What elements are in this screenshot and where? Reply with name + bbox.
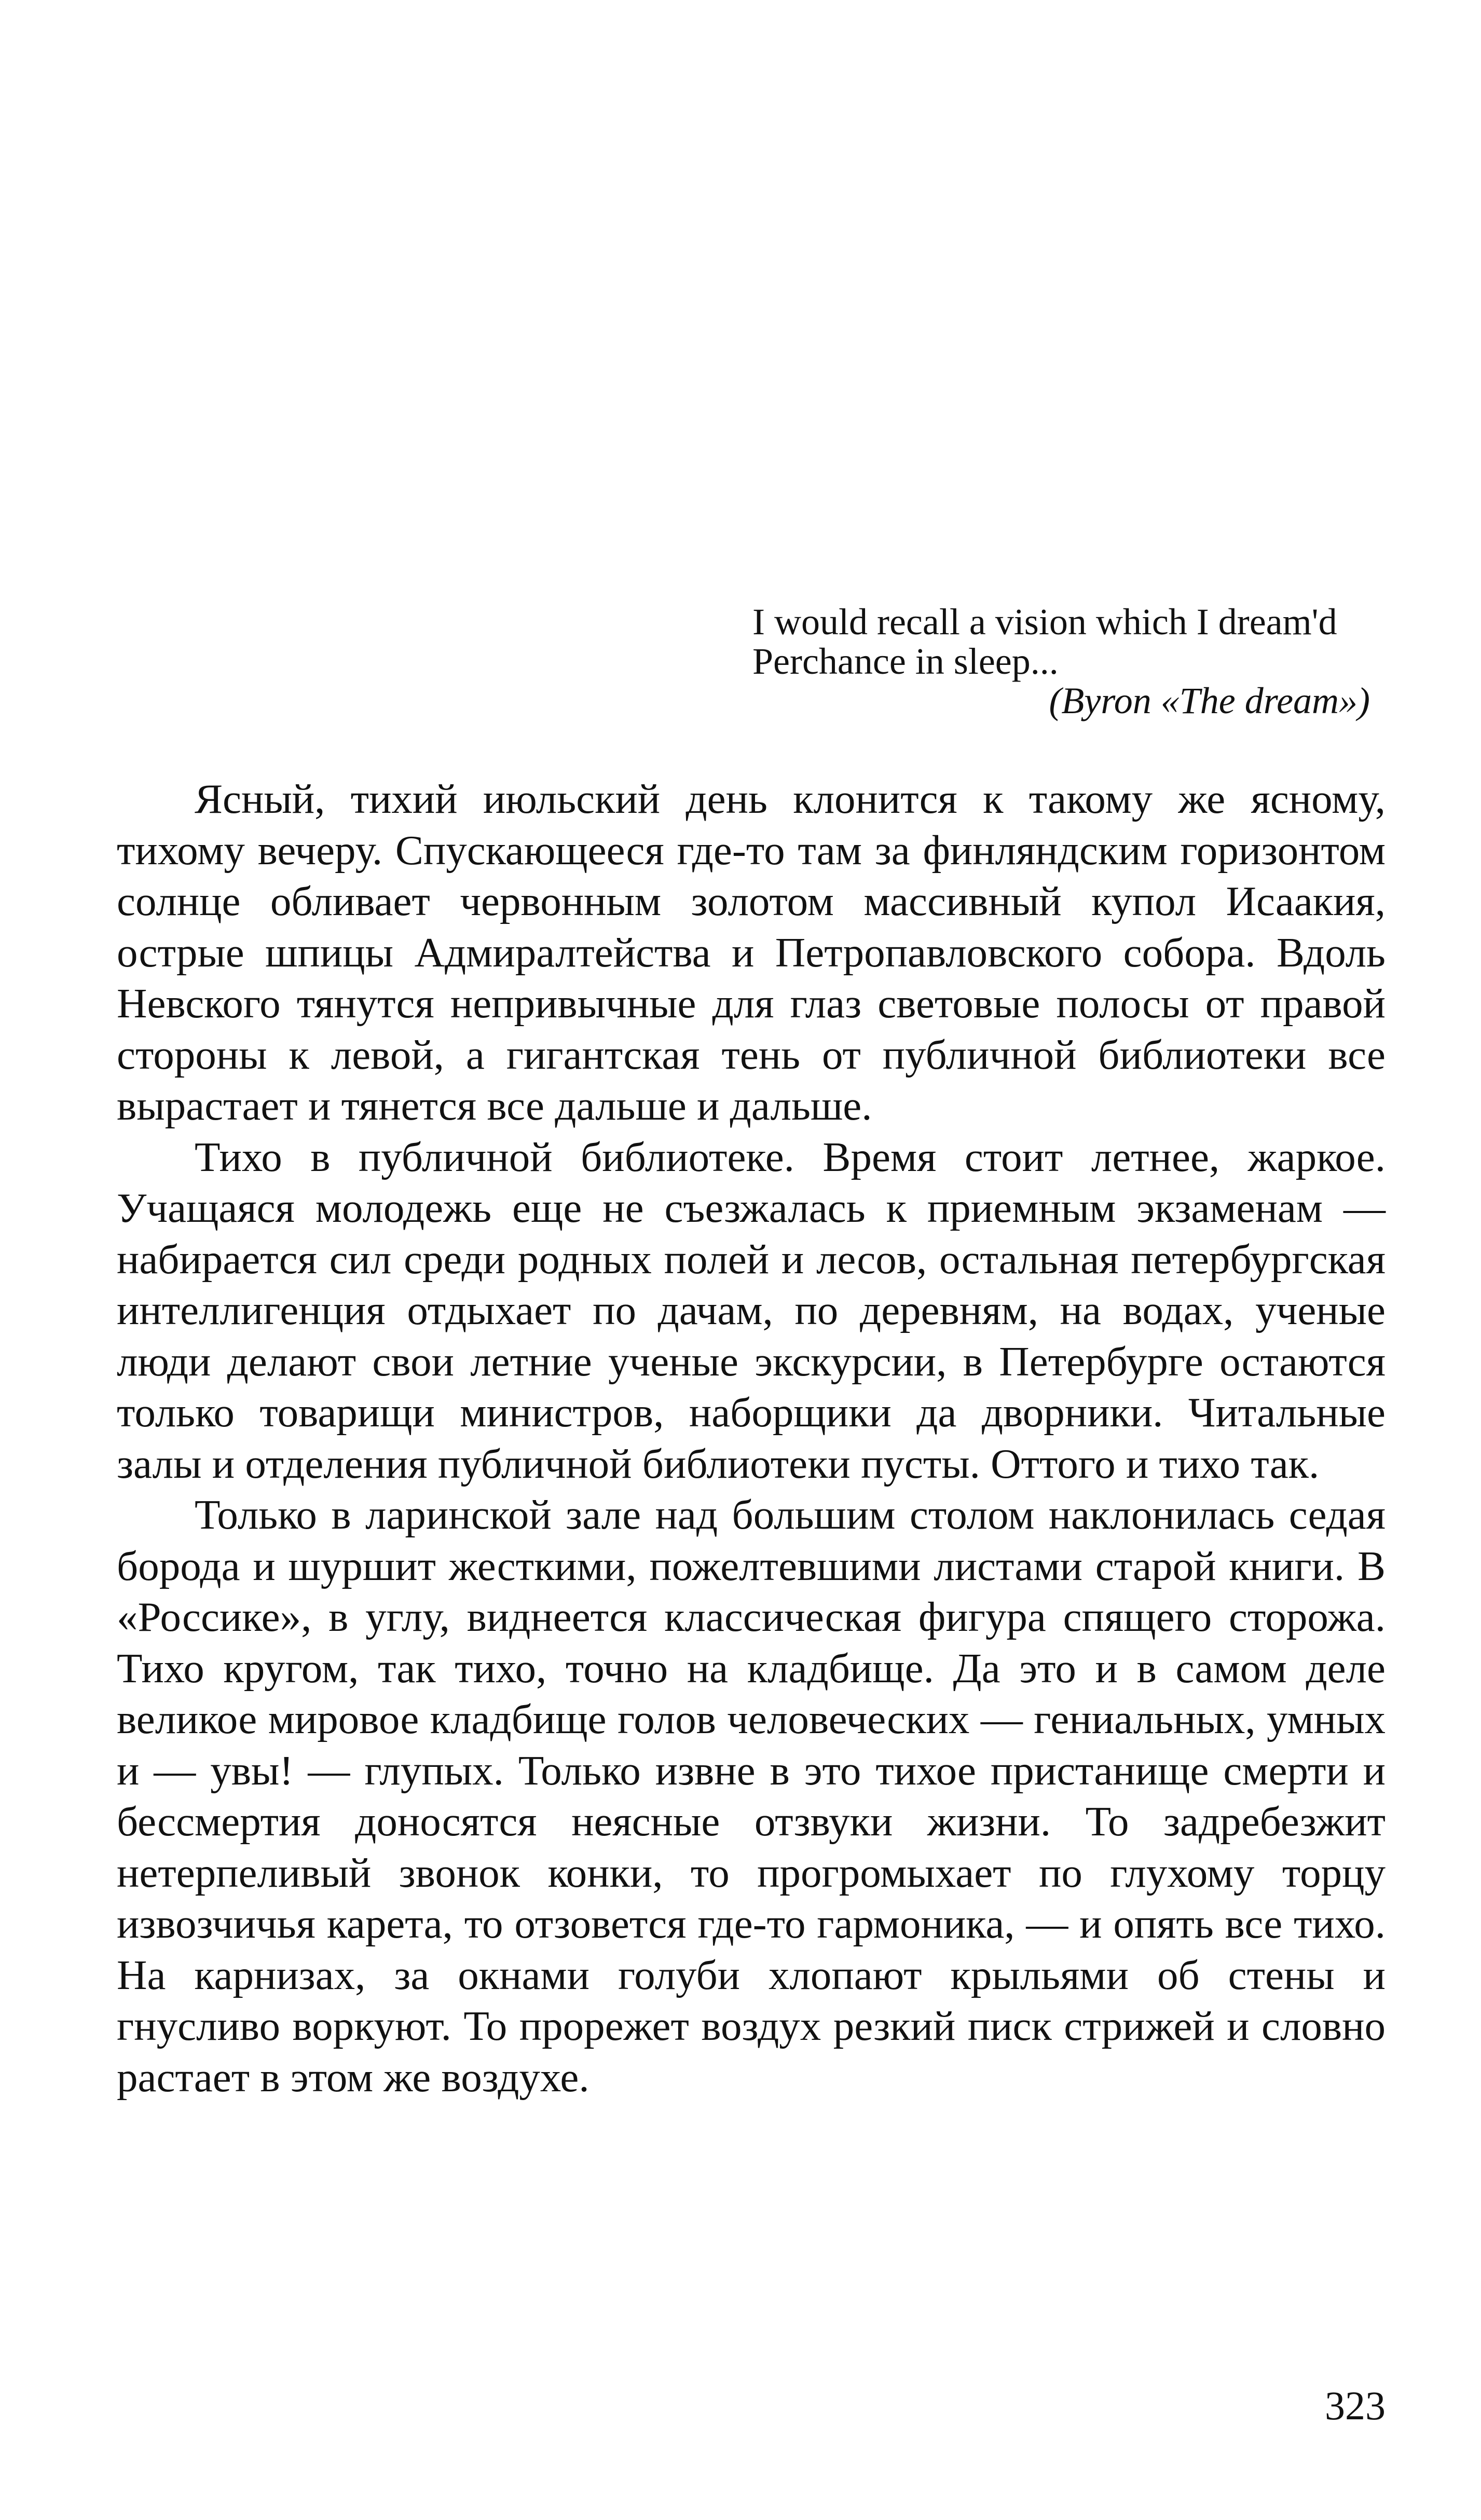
page-number: 323 [1325, 2383, 1386, 2428]
epigraph-line-1: I would recall a vision which I dream'd [752, 601, 1337, 643]
paragraph: Только в ларинской зале над большим столом наклонилась седая борода и шуршит жесткими, пожелтевшими листами старой книги. В «Россике», в углу, виднеется классическая фигура спящего сторожа. Тихо кругом, так тихо, точно на кладбище. Да это и в самом деле великое мировое кладбище голов человеческих — гениальных, умных и — увы! — глупых. Только извне в это тихое пристанище смерти и бессмертия доносятся неясные отзвуки жизни. То задребезжит нетерпеливый звонок конки, то прогромыхает по глухому торцу извозчичья карета, то отзовется где-то гармоника, — и опять все тихо. На карнизах, за окнами голуби хлопают крыльями об стены и гнусливо воркуют. То прорежет воздух резкий писк стрижей и словно растает в этом же воздухе. [117, 1491, 1386, 2101]
epigraph-line-2: Perchance in sleep... [752, 641, 1059, 682]
epigraph [752, 602, 1375, 720]
body-text [117, 773, 1386, 2103]
paragraph: Ясный, тихий июльский день клонится к такому же ясному, тихому вечеру. Спускающееся где-то там за финляндским горизонтом солнце обливает червонным золотом массивный купол Исаакия, острые шпицы Адмиралтейства и Петропавловского собора. Вдоль Невского тянутся непривычные для глаз световые полосы от правой стороны к левой, а гигантская тень от публичной библиотеки все вырастает и тянется все дальше и дальше. [117, 775, 1386, 1129]
epigraph-attribution: (Byron «The dream») [1049, 680, 1370, 721]
paragraph: Тихо в публичной библиотеке. Время стоит летнее, жаркое. Учащаяся молодежь еще не съезжалась к приемным экзаменам — набирается сил среди родных полей и лесов, остальная петербургская интеллигенция отдыхает по дачам, по деревням, на водах, ученые люди делают свои летние ученые экскурсии, в Петербурге остаются только товарищи министров, наборщики да дворники. Читальные залы и отделения публичной библиотеки пусты. Оттого и тихо так. [117, 1133, 1386, 1487]
